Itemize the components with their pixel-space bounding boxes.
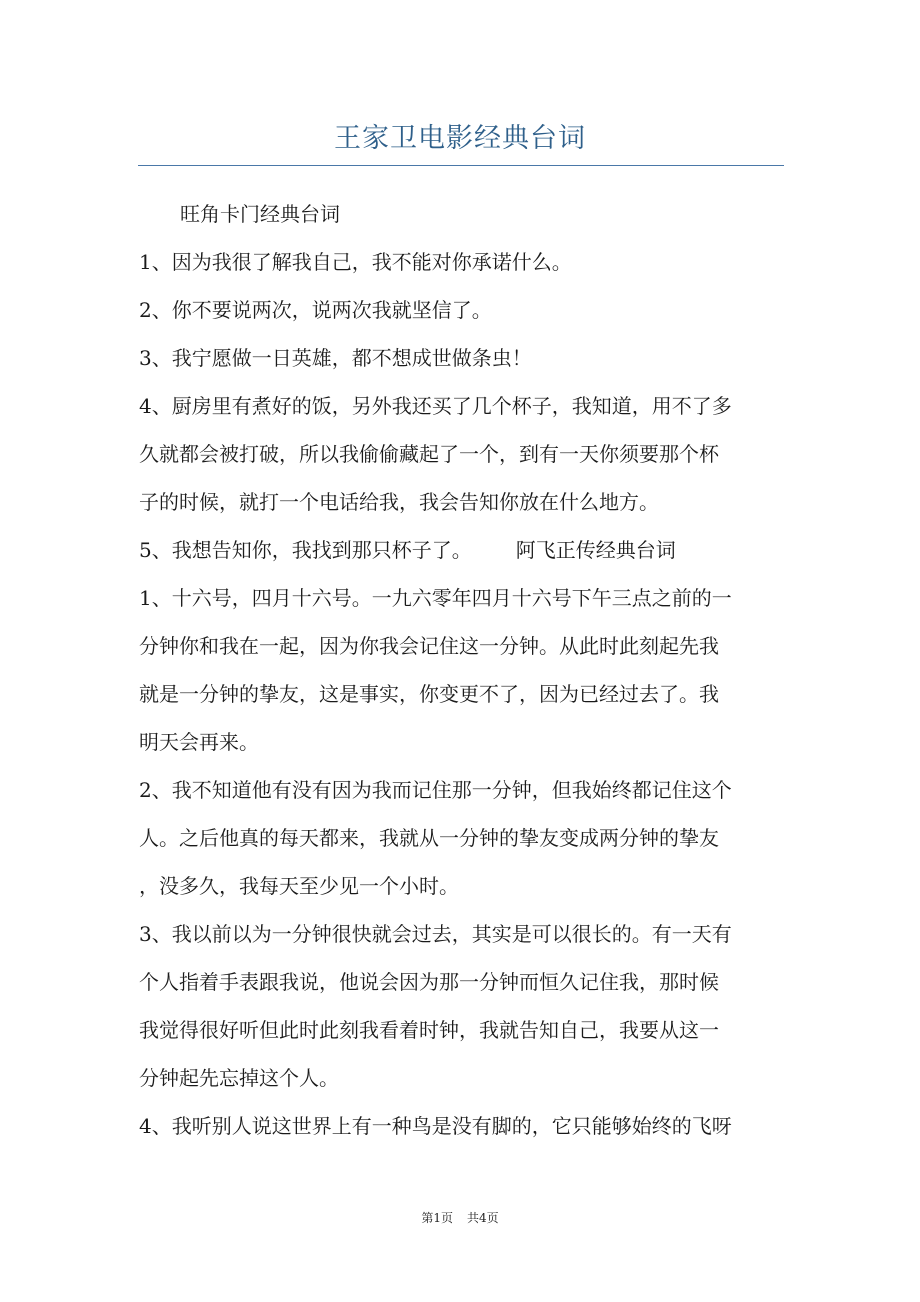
quote-text: 5、我想告知你，我找到那只杯子了。	[139, 538, 472, 562]
quote-line: 人。之后他真的每天都来，我就从一分钟的挚友变成两分钟的挚友	[139, 826, 719, 850]
quote-line: 就是一分钟的挚友，这是事实，你变更不了，因为已经过去了。我	[139, 682, 719, 706]
title-divider	[138, 165, 784, 166]
quote-line: ，没多久，我每天至少见一个小时。	[139, 874, 459, 898]
quote-line: 4、厨房里有煮好的饭，另外我还买了几个杯子，我知道，用不了多	[139, 394, 732, 418]
quote-line: 子的时候，就打一个电话给我，我会告知你放在什么地方。	[139, 490, 659, 514]
page-total: 共4页	[467, 1211, 499, 1225]
quote-line: 1、因为我很了解我自己，我不能对你承诺什么。	[139, 250, 572, 274]
quote-line: 3、我宁愿做一日英雄，都不想成世做条虫！	[139, 346, 532, 370]
quote-line: 2、你不要说两次，说两次我就坚信了。	[139, 298, 492, 322]
quote-line: 久就都会被打破，所以我偷偷藏起了一个，到有一天你须要那个杯	[139, 442, 719, 466]
section-heading: 旺角卡门经典台词	[180, 202, 340, 226]
quote-line: 2、我不知道他有没有因为我而记住那一分钟，但我始终都记住这个	[139, 778, 732, 802]
document-title: 王家卫电影经典台词	[334, 123, 586, 154]
quote-line: 3、我以前以为一分钟很快就会过去，其实是可以很长的。有一天有	[139, 922, 732, 946]
quote-line: 个人指着手表跟我说，他说会因为那一分钟而恒久记住我，那时候	[139, 970, 719, 994]
page-footer	[0, 1209, 920, 1226]
quote-line: 分钟你和我在一起，因为你我会记住这一分钟。从此时此刻起先我	[139, 634, 719, 658]
quote-line	[139, 532, 781, 568]
quote-line: 分钟起先忘掉这个人。	[139, 1066, 339, 1090]
quote-line: 4、我听别人说这世界上有一种鸟是没有脚的，它只能够始终的飞呀	[139, 1114, 732, 1138]
document-body	[139, 196, 781, 1144]
quote-line: 我觉得很好听但此时此刻我看着时钟，我就告知自己，我要从这一	[139, 1018, 719, 1042]
quote-line: 明天会再来。	[139, 730, 259, 754]
section-heading: 阿飞正传经典台词	[515, 538, 676, 562]
page-number: 第1页	[421, 1211, 453, 1225]
quote-line: 1、十六号，四月十六号。一九六零年四月十六号下午三点之前的一	[139, 586, 732, 610]
